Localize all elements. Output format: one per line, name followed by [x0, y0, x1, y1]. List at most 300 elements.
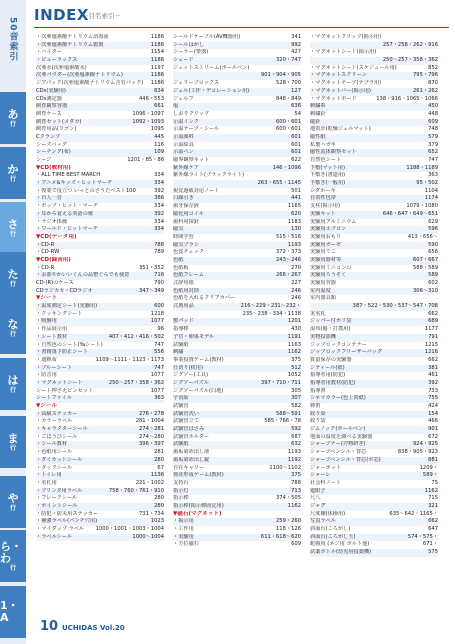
index-page-ref: 321 — [428, 502, 438, 509]
index-term: シーラー(楽器) — [173, 49, 209, 56]
kana-tab-0[interactable] — [0, 92, 26, 144]
index-term: 刺繍糸 — [310, 103, 326, 110]
index-page-ref: 788 — [291, 479, 301, 486]
index-page-ref: 924・925 — [413, 441, 438, 448]
index-page-ref: 1096・1097 — [132, 110, 164, 117]
index-entry — [310, 388, 438, 396]
index-term: ▼シール — [36, 403, 57, 409]
index-entry — [310, 326, 438, 334]
index-entry — [310, 88, 438, 96]
kana-tab-9[interactable] — [0, 586, 26, 638]
index-term: 白線引き — [173, 195, 194, 202]
index-term: ・ラベルシール — [36, 533, 73, 540]
index-term: 示温インク — [173, 118, 199, 125]
index-term: 飼育ケース — [36, 110, 62, 117]
index-entry — [173, 249, 301, 257]
kana-tab-suffix: 行 — [9, 386, 16, 394]
index-term: シートファイル — [36, 395, 73, 402]
index-term: 色紙板 — [173, 264, 189, 271]
index-entry — [36, 57, 164, 65]
index-page-ref: 715 — [428, 495, 438, 502]
index-term: ・カラーラベル — [36, 418, 73, 425]
index-entry — [36, 326, 164, 334]
index-term: ・マグネットシート — [36, 379, 83, 386]
index-entry — [36, 142, 164, 150]
kana-tab-8[interactable] — [0, 530, 26, 582]
index-entry — [310, 288, 438, 296]
index-page-ref: 582 — [291, 403, 301, 409]
index-page-ref — [436, 34, 438, 42]
index-entry — [36, 311, 164, 319]
index-page-ref: 589 — [428, 272, 438, 279]
index-page-ref: 1077 — [150, 318, 164, 325]
index-page-ref: 1079・1080 — [406, 203, 438, 210]
index-term: 刺繍 — [173, 349, 184, 356]
index-page-ref: 1000〜1004 — [132, 533, 164, 540]
index-entry — [173, 226, 301, 234]
index-entry — [310, 249, 438, 257]
index-page-ref: 306〜310 — [413, 287, 438, 294]
index-page-ref: 1186 — [150, 57, 164, 64]
index-term: 磁針 — [310, 118, 321, 125]
index-entry — [173, 518, 301, 526]
index-entry — [173, 541, 301, 549]
kana-tab-suffix: 行 — [9, 120, 16, 128]
index-entry — [36, 280, 164, 288]
index-page-ref: 397・710・711 — [260, 379, 301, 386]
index-page-ref: 274〜281 — [139, 426, 164, 433]
index-term: 試薬ボトル(幼児用投薬機) — [310, 549, 372, 556]
index-group-heading — [36, 165, 164, 173]
index-term: ジャーポット — [310, 464, 342, 471]
index-entry — [36, 219, 164, 227]
index-term: 磁界観察キット — [173, 157, 210, 163]
index-page-ref — [162, 403, 164, 411]
index-page-ref — [162, 234, 164, 242]
index-term: ・ダイカットシール — [36, 456, 83, 463]
kana-tab-suffix: 行 — [9, 564, 16, 572]
index-entry — [36, 526, 164, 534]
page-title: INDEX — [34, 6, 89, 24]
index-entry — [36, 411, 164, 419]
index-term: 敷パッド — [173, 318, 194, 325]
index-term: ・ALL TIME BEST MARCH — [36, 172, 101, 179]
index-term: ・プリンタ用ラベル — [36, 487, 83, 494]
kana-tab-1[interactable] — [0, 147, 26, 199]
index-page-ref: 334 — [154, 218, 164, 225]
index-term: ・CD-R — [36, 264, 55, 271]
index-entry — [310, 526, 438, 534]
index-page-ref: 992 — [291, 41, 301, 48]
index-entry — [36, 388, 164, 396]
index-term: 時間学習 — [173, 233, 194, 240]
index-entry — [310, 103, 438, 111]
index-entry — [36, 480, 164, 488]
index-page-ref: 413・656〜 — [407, 233, 438, 240]
index-entry — [310, 480, 438, 488]
index-page-ref: 1162 — [287, 349, 301, 356]
index-page-ref: 601 — [291, 133, 301, 140]
index-term: ▼シート — [36, 295, 58, 302]
index-term: 色紙フレーム — [173, 272, 204, 279]
index-page-ref: 1218 — [150, 310, 164, 317]
index-page-ref: 632 — [291, 441, 301, 448]
index-page-ref: 574・575・ — [407, 533, 438, 540]
index-page-ref: 466 — [428, 418, 438, 425]
index-page-ref — [299, 172, 301, 180]
index-term: 尺度棚(体操用) — [310, 510, 346, 517]
index-page-ref: 646・647・649〜651 — [382, 210, 438, 217]
index-entry — [173, 288, 301, 296]
index-page-ref: 341 — [291, 34, 301, 40]
index-entry — [173, 165, 301, 173]
index-term: CDs測定器 — [36, 95, 62, 102]
index-term: シーチング(布) — [36, 149, 71, 156]
index-page-ref: 600・601 — [276, 118, 301, 125]
index-entry — [310, 441, 438, 449]
index-entry — [310, 80, 438, 88]
index-term: ジップロックフリーザーバッグ — [310, 349, 383, 356]
index-page-ref: 636 — [291, 103, 301, 110]
index-page-ref: 1092・1093 — [132, 118, 164, 125]
index-entry — [310, 380, 438, 388]
index-page-ref: 579 — [428, 133, 438, 140]
index-page-ref: 1100〜1102 — [269, 464, 301, 471]
index-term: ・自然色のシート(Yaシート) — [36, 341, 103, 348]
index-entry — [36, 418, 164, 426]
index-page-ref: 1192 — [287, 456, 301, 463]
index-entry — [173, 372, 301, 380]
index-term: 斜面台(ころがし玉) — [310, 533, 356, 540]
index-entry — [310, 503, 438, 511]
index-page-ref: 95・502 — [416, 180, 438, 187]
index-entry — [36, 195, 164, 203]
index-entry — [36, 126, 164, 134]
index-term: シネマカラー(色上質紙) — [310, 395, 366, 402]
index-entry — [36, 441, 164, 449]
index-page-ref: 901・904・905 — [260, 72, 301, 79]
kana-tab-6[interactable] — [0, 416, 26, 468]
index-entry — [310, 126, 438, 134]
kana-tab-7[interactable] — [0, 476, 26, 528]
index-term: ・マグネットクリップ(掲示用) — [310, 34, 382, 40]
index-page-ref: 1201・85・86 — [127, 157, 164, 163]
index-page-ref: 259・260 — [276, 518, 301, 525]
index-term: ・ごほうびシール — [36, 433, 78, 440]
index-entry — [310, 42, 438, 50]
index-page-ref: 1183 — [287, 218, 301, 225]
index-entry — [173, 96, 301, 104]
index-entry — [310, 72, 438, 80]
index-page-ref: 671・ — [422, 541, 438, 548]
index-term: シェード — [173, 57, 194, 64]
index-term: ・方位磁石 — [173, 541, 199, 548]
index-entry — [36, 503, 164, 511]
index-page-ref: 716 — [154, 272, 164, 279]
index-page-ref: 347〜349 — [139, 287, 164, 294]
index-term: 実験用器材等 — [310, 256, 342, 263]
index-page-ref: 250〜257・358・362 — [108, 379, 164, 386]
index-term: 磁気 — [173, 226, 184, 233]
index-page-ref: 1174 — [424, 195, 438, 202]
index-term: 磁気ブラシ — [173, 241, 199, 248]
index-entry — [173, 318, 301, 326]
index-term: 示温顔料 — [173, 133, 194, 140]
index-page-ref: 607・667 — [413, 256, 438, 263]
index-term: ・補強ラベル(パンチ穴用) — [36, 518, 98, 525]
index-term: 試験管洗い — [173, 410, 199, 417]
index-page-ref: 1162 — [287, 502, 301, 509]
index-term: ・キャラクターシール — [36, 426, 88, 433]
index-entry — [36, 111, 164, 119]
index-entry — [173, 72, 301, 80]
index-term: 質量保存の実験器 — [310, 356, 352, 363]
index-term: ・次亜塩素酸ナトリウム消毒液 — [36, 34, 109, 40]
kana-tab-label: か — [7, 162, 19, 176]
index-page-ref: 334 — [154, 172, 164, 179]
index-entry — [173, 380, 301, 388]
index-entry — [36, 465, 164, 473]
index-term: Cクランプ — [36, 133, 61, 140]
index-page-ref: 396・397 — [139, 441, 164, 448]
index-entry — [173, 403, 301, 411]
index-page-ref: 280 — [154, 495, 164, 502]
index-entry — [310, 365, 438, 373]
index-entry — [310, 418, 438, 426]
index-entry — [310, 295, 438, 303]
kana-tab-5[interactable] — [0, 358, 26, 410]
index-term: 実名札 — [310, 310, 326, 317]
index-entry — [310, 226, 438, 234]
index-entry — [36, 80, 164, 88]
index-page-ref: 392 — [154, 210, 164, 217]
index-term: ・クッキングシート — [36, 310, 83, 317]
index-entry — [310, 242, 438, 250]
index-entry — [173, 142, 301, 150]
index-page-ref: 790 — [154, 280, 164, 286]
index-entry — [310, 165, 438, 173]
index-page-ref: 216〜229・231〜232・ — [240, 303, 301, 310]
index-term: 試験管ばさみ — [173, 426, 205, 433]
index-page-ref: 280 — [154, 502, 164, 509]
index-term: 歯垢染め出し錠 — [173, 456, 210, 463]
index-page-ref: 634 — [154, 87, 164, 94]
index-entry — [173, 426, 301, 434]
index-term: 色紙用封筒 — [173, 287, 199, 294]
index-term: 実験用容器 — [310, 280, 336, 286]
index-entry — [36, 119, 164, 127]
index-page-ref: 629 — [428, 218, 438, 225]
index-group-heading — [36, 295, 164, 303]
index-term: ・作品展示用 — [36, 326, 68, 333]
index-term: 蛇腹用 (ネジ用 ボルト他) — [310, 541, 370, 548]
index-term: ▼磁石(マグネット) — [173, 510, 222, 517]
index-term: シージ — [36, 157, 52, 163]
index-page-ref: 227 — [291, 280, 301, 286]
index-page-ref: 789 — [154, 249, 164, 256]
index-term: 指導棒 — [173, 326, 189, 333]
index-term: 下敷き(書道用) — [310, 172, 346, 179]
index-entry — [36, 303, 164, 311]
index-page-ref: 881 — [428, 456, 438, 463]
index-entry — [310, 134, 438, 142]
index-entry — [36, 349, 164, 357]
index-term: 試験管ホルダー — [173, 433, 210, 440]
index-page-ref: 374・505 — [276, 495, 301, 502]
index-entry — [310, 111, 438, 119]
index-page-ref: 320・747 — [276, 57, 301, 64]
index-term: 飼育観察容器 — [36, 103, 68, 110]
index-term: 磁化用コイル — [173, 210, 204, 217]
kana-tab-2[interactable] — [0, 202, 26, 254]
index-entry — [36, 249, 164, 257]
index-term: ・ワールド・ヒットマーチ — [36, 226, 98, 233]
index-entry — [310, 180, 438, 188]
index-term: ・トイレ用 — [36, 472, 62, 479]
index-page-ref: 848・849 — [276, 95, 301, 102]
index-term: 遮眼子 — [310, 487, 326, 494]
index-entry — [173, 365, 301, 373]
index-entry — [36, 242, 164, 250]
index-term: 湿布(傷・打撲用) — [310, 326, 351, 333]
index-page-ref: 585・766・78 — [264, 418, 301, 425]
index-term: ・マグネットバー(掲示用) — [310, 87, 371, 94]
index-term: シールドケーブル(AV機器用) — [173, 34, 241, 40]
index-entry — [173, 441, 301, 449]
index-page-ref: 556 — [154, 349, 164, 356]
index-page-ref: 791 — [428, 333, 438, 340]
index-term: ・次亜塩素酸ナトリウム製剤 — [36, 41, 104, 48]
index-page-ref: 1209・ — [419, 464, 438, 471]
index-entry — [310, 434, 438, 442]
index-page-ref: 609 — [428, 118, 438, 125]
index-term: 地震計(乾燥ジェルマット) — [310, 126, 371, 133]
index-term: ・CD-R — [36, 241, 55, 248]
index-entry — [310, 49, 438, 57]
index-page-ref: 424 — [428, 403, 438, 409]
index-term: ・シール教材 — [36, 441, 68, 448]
index-term: 実験用てこ — [310, 249, 336, 256]
index-term: 字消版 — [173, 395, 189, 402]
index-term: ・アニメ&キッズ・ヒットマーチ — [36, 180, 113, 187]
index-entry — [173, 280, 301, 288]
kana-tab-suffix: 行 — [9, 280, 16, 288]
index-term: ・百人一首 — [36, 195, 62, 202]
index-term: ・書籍落下防止シート — [36, 349, 88, 356]
index-term: 試験管立て — [173, 418, 199, 425]
index-entry — [310, 119, 438, 127]
index-page-ref — [436, 295, 438, 303]
index-term: 指導者用教材(防犯) — [310, 379, 356, 386]
kana-tab-label: あ — [7, 107, 19, 121]
index-page-ref: 461 — [428, 372, 438, 379]
index-term: ジグソーパズル — [173, 379, 209, 386]
index-entry — [310, 549, 438, 557]
index-entry — [173, 88, 301, 96]
index-entry — [173, 234, 301, 242]
index-entry — [310, 257, 438, 265]
index-entry — [310, 465, 438, 473]
index-page-ref: 512 — [291, 364, 301, 371]
index-term: 自着性包帯 — [310, 195, 336, 202]
page-number: 10 — [40, 619, 59, 634]
index-entry — [36, 495, 164, 503]
index-page-ref: 67 — [157, 464, 164, 471]
fifty-sound-index-sidebar — [0, 0, 26, 644]
sidebar-heading: 50音索引 — [7, 16, 18, 62]
index-term: 飼育セット(メダカ) — [36, 118, 82, 125]
index-entry — [36, 149, 164, 157]
index-entry — [310, 203, 438, 211]
index-entry — [310, 472, 438, 480]
index-term: ジャグ — [310, 502, 326, 509]
index-entry — [36, 372, 164, 380]
index-entry — [173, 203, 301, 211]
index-term: 色紙 — [173, 256, 184, 263]
index-term: 紫外線ケア — [173, 164, 199, 171]
index-entry — [310, 96, 438, 104]
index-term: 下敷(マット用) — [310, 164, 345, 171]
index-page-ref: 758・760・761・910 — [108, 487, 164, 494]
index-page-ref: 281 — [154, 449, 164, 456]
index-term: ▼CD(データ用) — [36, 233, 77, 240]
index-page-ref: 528・700 — [276, 80, 301, 87]
index-term: ジッパー付ポリ袋 — [310, 318, 352, 325]
index-entry — [310, 541, 438, 549]
index-page-ref: 1201 — [287, 318, 301, 325]
index-entry — [36, 72, 164, 80]
index-page-ref: 622 — [291, 157, 301, 163]
index-entry — [173, 157, 301, 165]
index-page-ref: 662 — [428, 310, 438, 317]
index-page-ref: 392 — [428, 379, 438, 386]
index-page-ref: 116 — [154, 141, 164, 148]
index-term: CDラジカセ・CDラジオ — [36, 287, 93, 294]
index-page-ref — [162, 165, 164, 173]
index-page-ref — [162, 257, 164, 265]
index-entry — [310, 303, 438, 311]
index-entry — [173, 272, 301, 280]
index-page-ref: 1162 — [424, 487, 438, 494]
index-term: ・マグネットテープ(テプラ用) — [310, 80, 382, 87]
index-entry — [310, 195, 438, 203]
index-term: ・授業で役立つ いっとのさうたベスト100 — [36, 187, 136, 194]
index-term: シャーレ — [310, 472, 331, 479]
kana-tab-3[interactable] — [0, 252, 26, 304]
index-entry — [173, 457, 301, 465]
index-page-ref: 445 — [154, 133, 164, 140]
index-page-ref: 334 — [154, 180, 164, 187]
index-page-ref: 1136 — [150, 472, 164, 479]
index-entry — [36, 449, 164, 457]
index-entry — [310, 234, 438, 242]
index-page-ref: 392 — [154, 187, 164, 194]
index-page-ref: 379 — [428, 141, 438, 148]
kana-tab-4[interactable] — [0, 302, 26, 354]
index-entry — [173, 334, 301, 342]
index-entry — [36, 380, 164, 388]
index-entry — [36, 226, 164, 234]
index-term: 実験用ろうそく — [310, 272, 347, 279]
index-page-ref: 221・1002 — [135, 479, 164, 486]
index-page-ref: 733 — [428, 387, 438, 394]
index-group-heading — [36, 257, 164, 265]
index-term: ・高級ステッカー — [36, 410, 78, 417]
index-term: 絞り染 — [310, 410, 326, 417]
index-page-ref: 96 — [157, 326, 164, 333]
index-entry — [310, 57, 438, 65]
index-page-ref: 870 — [428, 80, 438, 87]
